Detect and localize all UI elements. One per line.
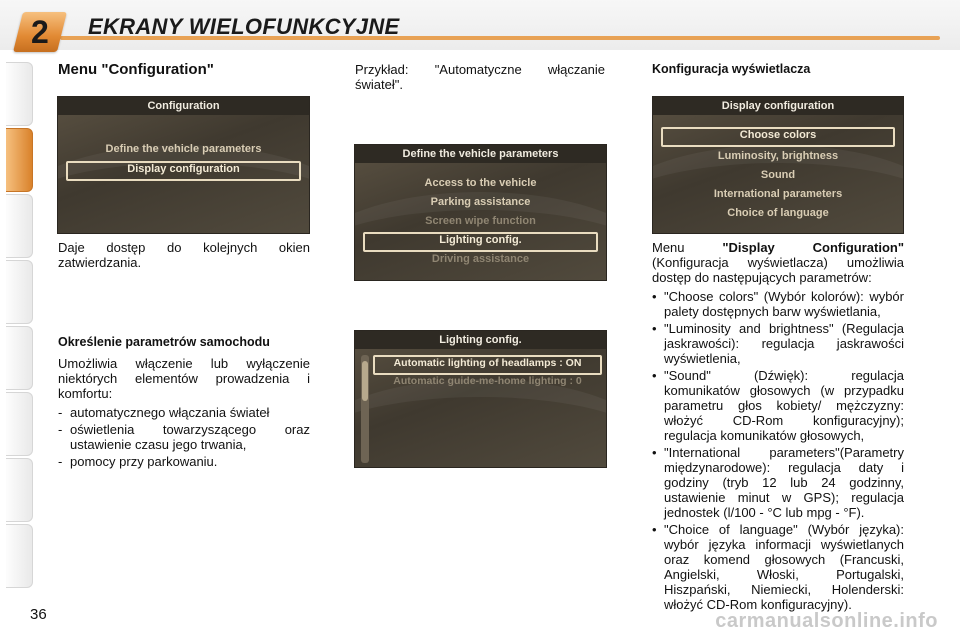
intro-display-configuration: "Display Configuration" <box>722 240 904 255</box>
screen-item-lighting-config: Lighting config. <box>363 232 598 252</box>
vehicle-parameters-screen-title: Define the vehicle parameters <box>355 145 606 163</box>
screen-item-driving-assistance: Driving assistance <box>431 253 530 265</box>
list-item: • "Luminosity and brightness" (Regulacja jaskrawości): regulacja jaskrawości wyświetlenia, <box>652 321 904 366</box>
lighting-config-screen-title: Lighting config. <box>355 331 606 349</box>
chapter-tab-3 <box>6 194 33 258</box>
chapter-tab-5 <box>6 326 33 390</box>
screen-item-choice-language: Choice of language <box>727 207 829 219</box>
screen-item-auto-headlamps: Automatic lighting of headlamps : ON <box>373 355 602 375</box>
configuration-heading: Menu "Configuration" <box>58 61 214 78</box>
list-item: - pomocy przy parkowaniu. <box>58 454 310 469</box>
screen-item-guide-me-home: Automatic guide-me-home lighting : 0 <box>393 375 582 387</box>
screen-item-access-vehicle: Access to the vehicle <box>424 177 537 189</box>
screen-item-define-vehicle-parameters: Define the vehicle parameters <box>105 143 262 155</box>
list-item: • "Choose colors" (Wybór kolorów): wybór palety dostępnych barw wyświetlania, <box>652 289 904 319</box>
screen-item-choose-colors: Choose colors <box>661 127 895 147</box>
list-item: - oświetlenia towarzyszącego oraz ustawienie czasu jego trwania, <box>58 422 310 452</box>
screen-item-screen-wipe: Screen wipe function <box>425 215 536 227</box>
list-item: • "Choice of language" (Wybór języka): wybór języka informacji wyświetlanych oraz komend głosowych (Francuski, Angielski, Włoski, Portugalski, Hiszpański, Niemiecki, Holenderski: włożyć CD-Rom konfiguracyjny). <box>652 522 904 612</box>
middle-column <box>355 62 605 92</box>
list-item: • "International parameters"(Parametry międzynarodowe): regulacja daty i godziny (tryb 12 lub 24 godzinny, ustawienie minut w GPS); regulacja jednostek (l/100 - °C lub mpg - °F). <box>652 445 904 520</box>
screen-item-display-configuration: Display configuration <box>66 161 301 181</box>
watermark: carmanualsonline.info <box>715 610 938 632</box>
vehicle-params-list <box>58 405 310 469</box>
chapter-badge <box>13 12 67 52</box>
chapter-tab-8 <box>6 524 33 588</box>
chapter-tab-6 <box>6 392 33 456</box>
screen-item-international-parameters: International parameters <box>713 188 843 200</box>
chapter-tab-1 <box>6 62 33 126</box>
intro-menu-word: Menu <box>652 240 685 255</box>
display-config-heading: Konfiguracja wyświetlacza <box>652 62 811 76</box>
list-item: - automatycznego włączania świateł <box>58 405 310 420</box>
screen-scrollbar <box>361 355 369 463</box>
chapter-tab-4 <box>6 260 33 324</box>
left-column <box>58 62 310 77</box>
vehicle-params-heading: Określenie parametrów samochodu <box>58 335 270 349</box>
configuration-description: Daje dostęp do kolejnych okien zatwierdzania. <box>58 240 310 270</box>
screen-item-parking-assistance: Parking assistance <box>430 196 531 208</box>
page-number: 36 <box>30 606 47 623</box>
chapter-tabs <box>0 62 34 582</box>
lighting-config-screen <box>354 330 607 468</box>
vehicle-params-section <box>58 335 310 471</box>
left-description-block <box>58 240 310 270</box>
display-config-intro <box>652 240 904 285</box>
page-title: EKRANY WIELOFUNKCYJNE <box>88 14 400 39</box>
display-config-text <box>652 240 904 614</box>
chapter-tab-7 <box>6 458 33 522</box>
right-column-heading-block <box>652 62 904 77</box>
vehicle-parameters-screen <box>354 144 607 281</box>
chapter-number: 2 <box>30 14 49 50</box>
chapter-tab-2 <box>6 128 33 192</box>
vehicle-params-text: Umożliwia włączenie lub wyłączenie niektórych elementów prowadzenia i komfortu: <box>58 356 310 401</box>
configuration-screen-title: Configuration <box>58 97 309 115</box>
configuration-screen <box>57 96 310 234</box>
display-config-list <box>652 289 904 612</box>
example-text: Przykład: "Automatyczne włączanie świateł". <box>355 62 605 92</box>
display-configuration-screen-title: Display configuration <box>653 97 903 115</box>
intro-rest: (Konfiguracja wyświetlacza) umożliwia dostęp do następujących parametrów: <box>652 255 904 285</box>
screen-item-sound: Sound <box>760 169 796 181</box>
display-configuration-screen <box>652 96 904 234</box>
screen-item-luminosity: Luminosity, brightness <box>717 150 839 162</box>
list-item: • "Sound" (Dźwięk): regulacja komunikatów głosowych (w przypadku parametru głos kobiety/ mężczyzny: włożyć CD-Rom konfiguracyjny); regulacja komunikatów głosowych, <box>652 368 904 443</box>
screen-scrollbar-thumb <box>362 361 368 401</box>
